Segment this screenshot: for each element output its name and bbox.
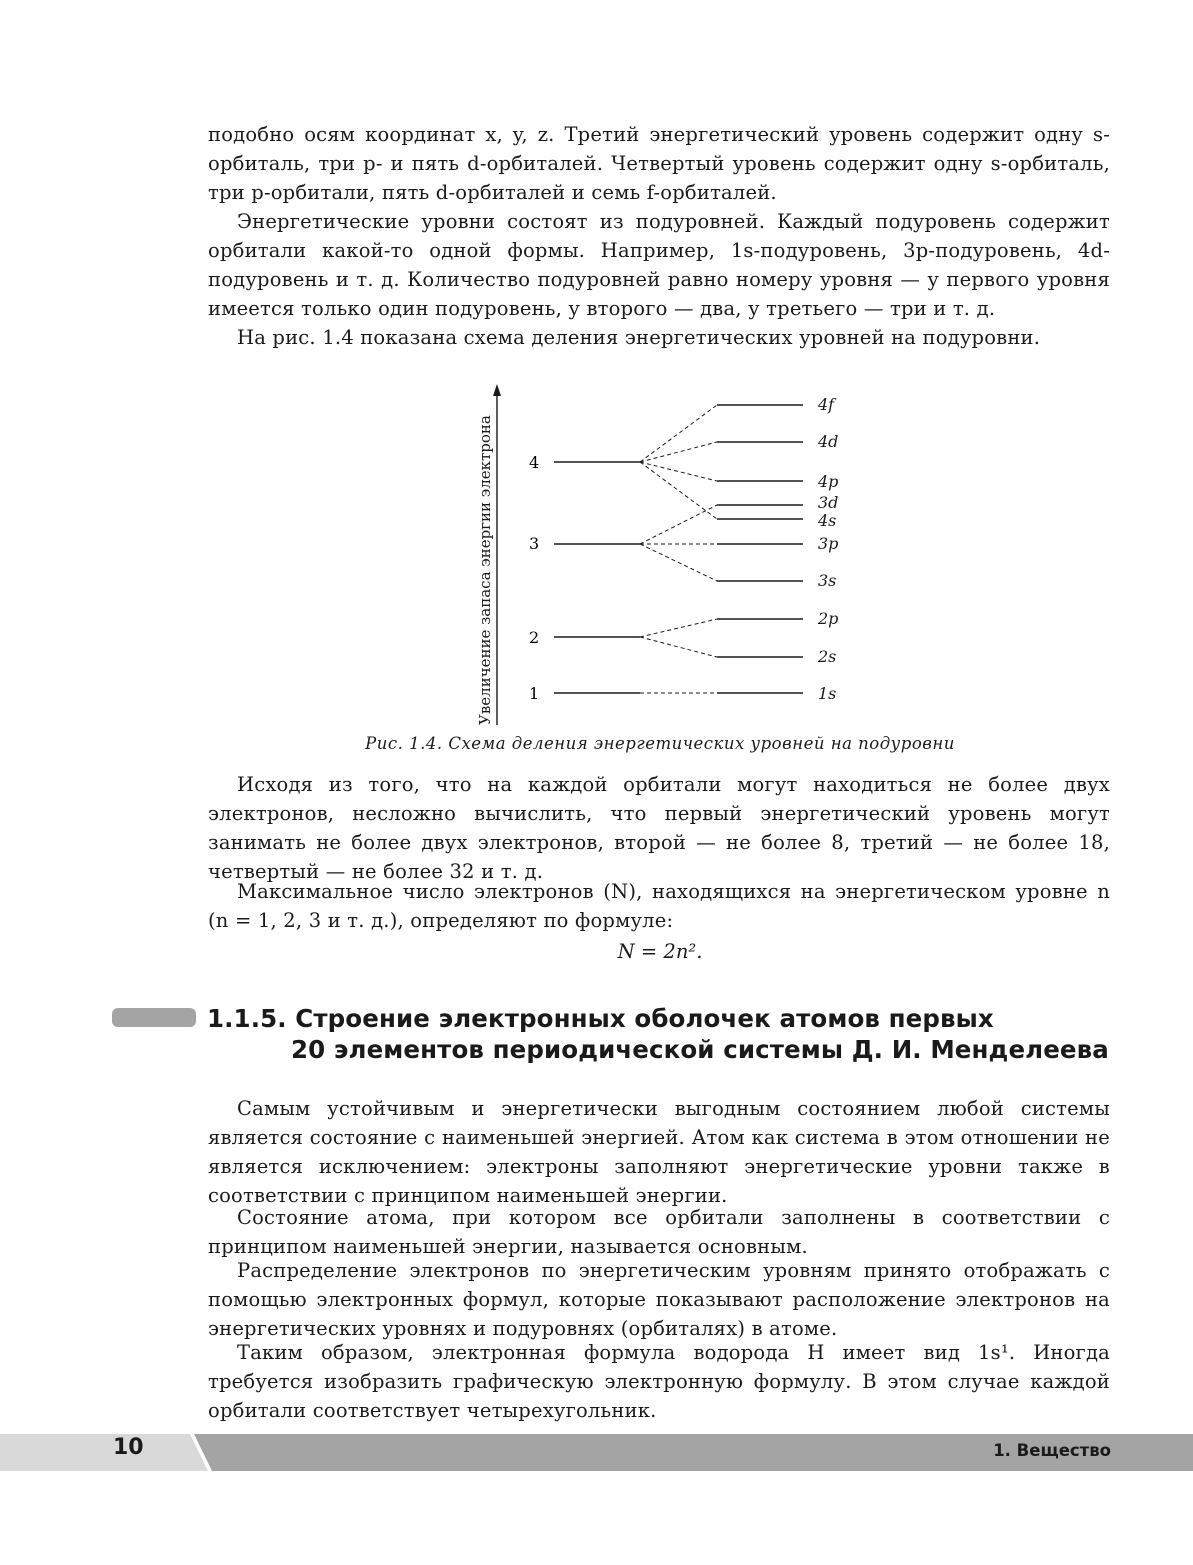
paragraph-figure-ref: На рис. 1.4 показана схема деления энергетических уровней на подуровни. (237, 326, 1041, 349)
sublevel-label: 2s (818, 647, 837, 666)
section-title-line-2: 20 элементов периодической системы Д. И. Менделеева (291, 1035, 1109, 1064)
energy-levels-diagram (470, 380, 870, 730)
heading-marker (112, 1008, 196, 1027)
sublevel-label: 4p (818, 472, 839, 491)
level-label: 1 (529, 684, 540, 703)
paragraph-sublevels: Энергетические уровни состоят из подуровней. Каждый подуровень содержит орбитали какой-то одной формы. Например, 1s-подуровень, 3p-подуровень, 4d-подуровень и т. д. Количество подуровней равно номеру уровня — у первого уровня имеется только один подуровень, у второго — два, у третьего — три и т. д. (208, 210, 1110, 320)
figure-caption: Рис. 1.4. Схема деления энергетических уровней на подуровни (365, 734, 955, 753)
section-heading (207, 1003, 1137, 1065)
paragraph-electron-count: Исходя из того, что на каждой орбитали могут находиться не более двух электронов, несложно вычислить, что первый энергетический уровень могут занимать не более двух электронов, второй — не более 8, третий — не более 18, четвертый — не более 32 и т. д. (208, 773, 1110, 883)
sublevel-label: 4s (818, 511, 837, 530)
level-label: 3 (529, 534, 540, 553)
paragraph-orbitals: подобно осям координат x, y, z. Третий энергетический уровень содержит одну s-орбиталь, три p- и пять d-орбиталей. Четвертый уровень содержит одну s-орбиталь, три p-орбитали, пять d-орбиталей и семь f-орбиталей. (208, 123, 1110, 204)
axis-arrow-icon (493, 384, 501, 396)
chapter-name: 1. Вещество (993, 1441, 1111, 1460)
paragraph-lowest-energy: Самым устойчивым и энергетически выгодным состоянием любой системы является состояние с наименьшей энергией. Атом как система в этом отношении не является исключением: электроны заполняют энергетические уровни также в соответствии с принципом наименьшей энергии. (208, 1097, 1110, 1207)
page-number: 10 (113, 1435, 144, 1460)
page-footer (0, 1434, 1193, 1471)
sublevel-label: 3d (818, 493, 839, 512)
level-label: 4 (529, 453, 540, 472)
level-label: 2 (529, 628, 540, 647)
sublevel-label: 3p (818, 534, 839, 553)
paragraph-electron-formulas: Распределение электронов по энергетическим уровням принято отображать с помощью электронных формул, которые показывают расположение электронов на энергетических уровнях и подуровнях (орбиталях) в атоме. (208, 1259, 1110, 1340)
level-lines (554, 462, 640, 693)
sublevel-label: 2p (818, 609, 839, 628)
axis-label: Увеличение запаса энергии электрона (476, 415, 494, 725)
formula-max-electrons: N = 2n². (617, 940, 703, 963)
sublevel-label: 4d (818, 432, 839, 451)
sublevel-label: 3s (818, 571, 837, 590)
sublevel-label: 4f (818, 395, 835, 414)
section-title-line-1: 1.1.5. Строение электронных оболочек атомов первых (207, 1004, 994, 1033)
sublevel-lines (717, 405, 803, 693)
sublevel-label: 1s (818, 684, 837, 703)
paragraph-hydrogen: Таким образом, электронная формула водорода H имеет вид 1s¹. Иногда требуется изобразить графическую электронную формулу. В этом случае каждой орбитали соответствует четырехугольник. (208, 1341, 1110, 1422)
paragraph-formula-intro: Максимальное число электронов (N), находящихся на энергетическом уровне n (n = 1, 2, 3 и т. д.), определяют по формуле: (208, 880, 1110, 932)
paragraph-ground-state: Состояние атома, при котором все орбитали заполнены в соответствии с принципом наименьшей энергии, называется основным. (208, 1206, 1110, 1258)
split-connectors (640, 405, 717, 693)
